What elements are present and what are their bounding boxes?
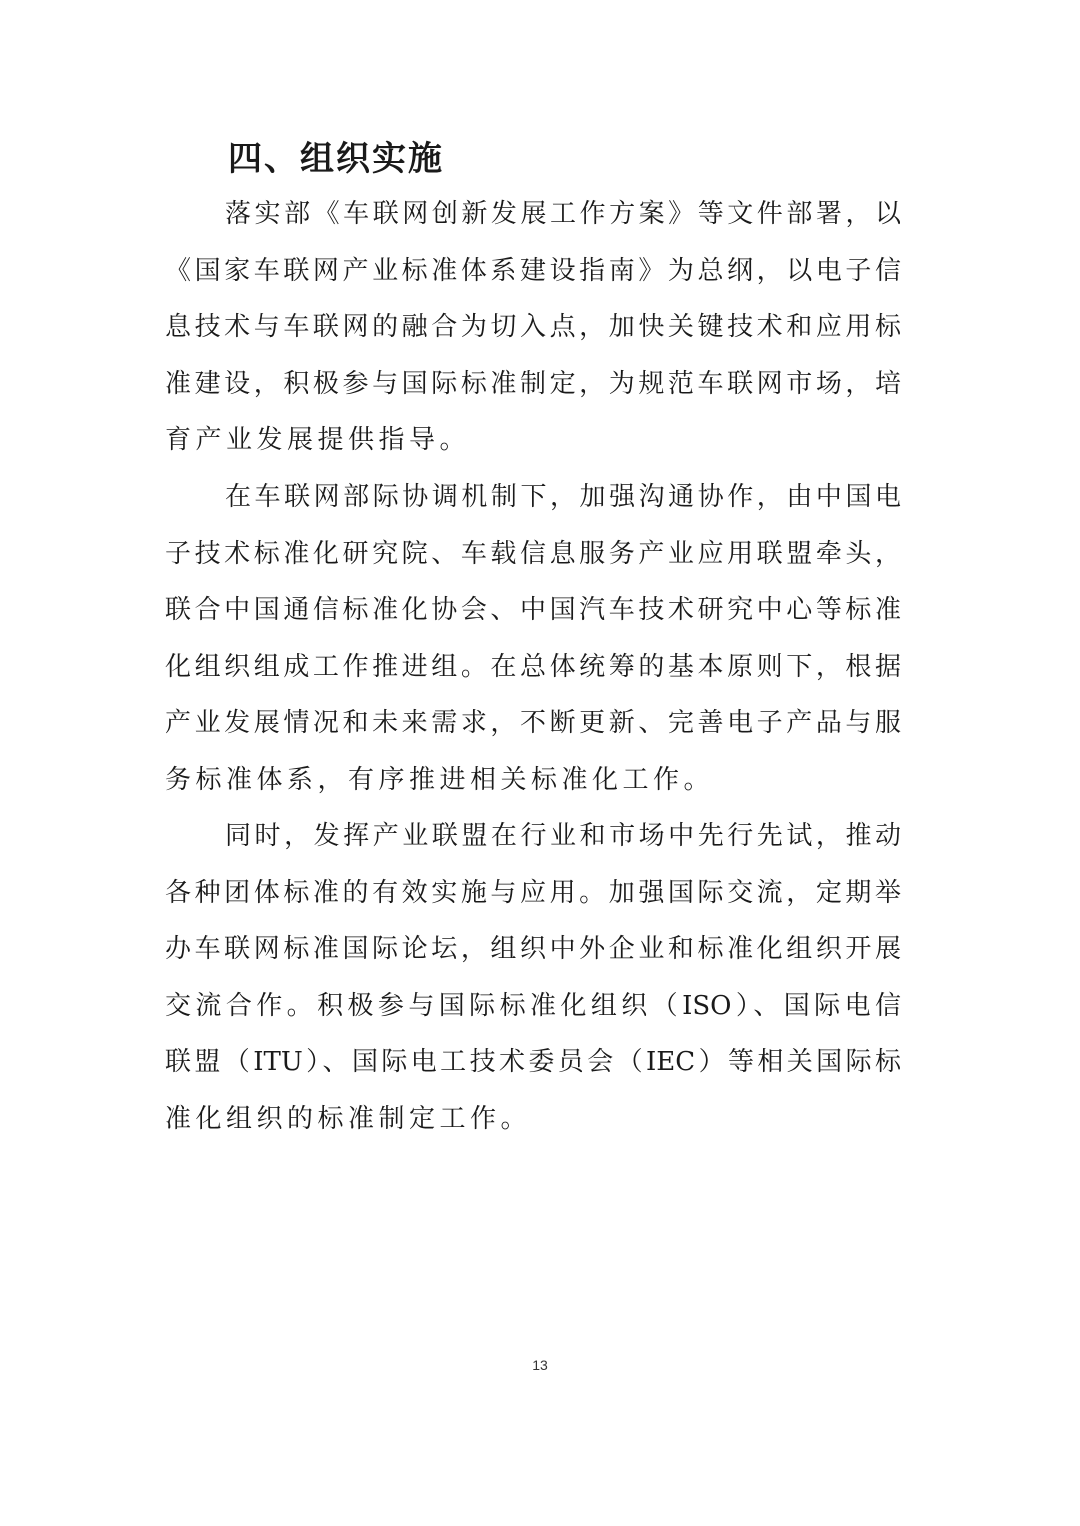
paragraph-line: 交流合作。积极参与国际标准化组织（ISO）、国际电信 bbox=[165, 990, 901, 1021]
paragraph-line: 在车联网部际协调机制下，加强沟通协作，由中国电 bbox=[225, 482, 901, 512]
paragraph-line: 息技术与车联网的融合为切入点，加快关键技术和应用标 bbox=[165, 312, 901, 342]
paragraph-1 bbox=[165, 186, 901, 469]
paragraph-3 bbox=[165, 808, 901, 1147]
paragraph-line: 联合中国通信标准化协会、中国汽车技术研究中心等标准 bbox=[165, 595, 901, 625]
paragraph-line: 产业发展情况和未来需求，不断更新、完善电子产品与服 bbox=[165, 708, 901, 738]
paragraph-line: 落实部《车联网创新发展工作方案》等文件部署，以 bbox=[225, 199, 901, 229]
paragraph-line: 准建设，积极参与国际标准制定，为规范车联网市场，培 bbox=[165, 368, 901, 399]
paragraph-line: 同时，发挥产业联盟在行业和市场中先行先试，推动 bbox=[225, 821, 901, 851]
paragraph-line: 各种团体标准的有效实施与应用。加强国际交流，定期举 bbox=[165, 877, 901, 908]
paragraph-line: 育产业发展提供指导。 bbox=[165, 425, 471, 455]
paragraph-line: 务标准体系，有序推进相关标准化工作。 bbox=[165, 764, 715, 795]
paragraph-line: 《国家车联网产业标准体系建设指南》为总纲，以电子信 bbox=[165, 255, 901, 286]
paragraph-line: 子技术标准化研究院、车载信息服务产业应用联盟牵头， bbox=[165, 538, 901, 569]
section-heading: 四、组织实施 bbox=[228, 139, 444, 179]
paragraph-line: 化组织组成工作推进组。在总体统筹的基本原则下，根据 bbox=[165, 651, 901, 682]
page-number: 13 bbox=[532, 1357, 548, 1373]
paragraph-line: 办车联网标准国际论坛，组织中外企业和标准化组织开展 bbox=[165, 934, 901, 964]
paragraph-line: 联盟（ITU）、国际电工技术委员会（IEC）等相关国际标 bbox=[165, 1047, 901, 1077]
paragraph-line: 准化组织的标准制定工作。 bbox=[165, 1103, 532, 1134]
paragraph-2 bbox=[165, 469, 901, 808]
